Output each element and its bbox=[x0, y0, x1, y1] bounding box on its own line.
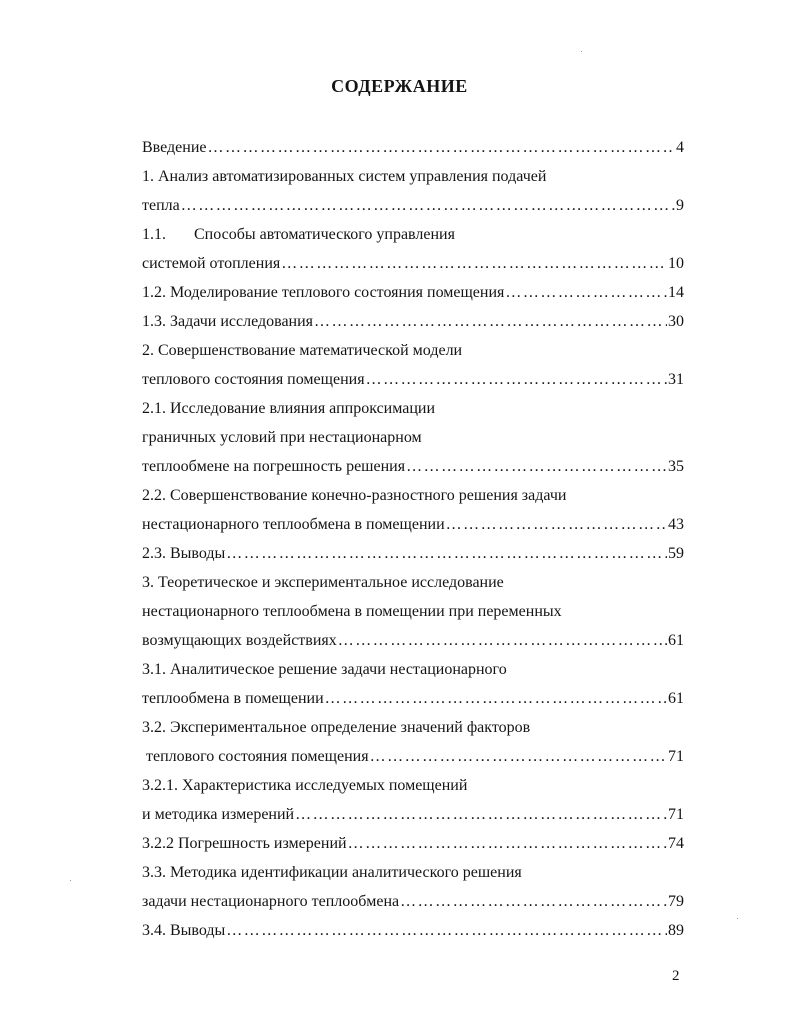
toc-entry-page: 89 bbox=[668, 922, 684, 939]
toc-entry-text: теплообмене на погрешность решения bbox=[142, 458, 406, 475]
toc-leader bbox=[406, 457, 667, 477]
toc-entry-text: 3.1. Аналитическое решение задачи нестационарного bbox=[142, 661, 507, 678]
toc-entry bbox=[142, 892, 684, 912]
toc-leader bbox=[370, 747, 667, 767]
toc-leader bbox=[281, 254, 667, 274]
toc-entry-page: 43 bbox=[668, 516, 684, 533]
toc-entry-text: 2.1. Исследование влияния аппроксимации bbox=[142, 400, 436, 417]
toc-entry-text: теплообмена в помещении bbox=[142, 690, 324, 707]
toc-entry-text: 2. Совершенствование математической модели bbox=[142, 342, 463, 359]
toc-entry-text: 2.3. Выводы bbox=[142, 545, 226, 562]
toc-entry-text: задачи нестационарного теплообмена bbox=[142, 893, 400, 910]
toc-entry-text: 3.2. Экспериментальное определение значений факторов bbox=[142, 719, 531, 736]
toc-entry-text: граничных условий при нестационарном bbox=[142, 429, 422, 446]
toc-leader bbox=[338, 631, 667, 651]
toc-leader bbox=[314, 312, 667, 332]
toc-leader bbox=[325, 689, 667, 709]
toc-entry bbox=[142, 689, 684, 709]
toc-entry bbox=[142, 457, 684, 477]
toc-entry bbox=[142, 283, 684, 303]
toc-entry-page: 61 bbox=[668, 690, 684, 707]
toc-entry bbox=[142, 921, 684, 941]
toc-entry bbox=[142, 631, 684, 651]
toc-leader bbox=[295, 805, 667, 825]
toc-leader bbox=[226, 544, 667, 564]
toc-entry-page: 4 bbox=[676, 139, 684, 156]
toc-entry bbox=[142, 834, 684, 854]
toc-entry-text: 1.1. Способы автоматического управления bbox=[142, 226, 455, 243]
toc-entry-page: 31 bbox=[668, 371, 684, 388]
toc-entry-text: 3.2.2 Погрешность измерений bbox=[142, 835, 347, 852]
toc-leader bbox=[348, 834, 667, 854]
toc-entry-text: и методика измерений bbox=[142, 806, 295, 823]
toc-leader bbox=[366, 370, 667, 390]
toc-entry-text: теплового состояния помещения bbox=[142, 371, 365, 388]
toc-entry bbox=[142, 196, 684, 216]
toc-entry-page: 71 bbox=[668, 748, 684, 765]
toc-entry-text: 1. Анализ автоматизированных систем управления подачей bbox=[142, 168, 547, 185]
toc-entry-text: 3.4. Выводы bbox=[142, 922, 226, 939]
toc-entry-text: тепла bbox=[142, 197, 180, 214]
toc-entry-page: 30 bbox=[668, 313, 684, 330]
toc-entry-page: 61 bbox=[668, 632, 684, 649]
scan-speck bbox=[70, 880, 71, 881]
toc-entry-text: 3.2.1. Характеристика исследуемых помещений bbox=[142, 777, 468, 794]
toc-entry-text: 3. Теоретическое и экспериментальное исследование bbox=[142, 574, 504, 591]
scan-speck bbox=[737, 918, 738, 919]
toc-entry-page: 79 bbox=[668, 893, 684, 910]
toc-entry-text: нестационарного теплообмена в помещении bbox=[142, 516, 445, 533]
toc-entry-page: 9 bbox=[676, 197, 684, 214]
toc-entry-text: системой отопления bbox=[142, 255, 281, 272]
toc-entry bbox=[142, 370, 684, 390]
toc-entry-page: 74 bbox=[668, 835, 684, 852]
page-title: СОДЕРЖАНИЕ bbox=[331, 76, 468, 96]
page-number: 2 bbox=[672, 968, 680, 984]
toc-leader bbox=[400, 892, 667, 912]
toc-entry bbox=[142, 805, 684, 825]
toc-entry-text: нестационарного теплообмена в помещении при переменных bbox=[142, 603, 562, 620]
toc-entry-text: возмущающих воздействиях bbox=[142, 632, 337, 649]
toc-entry-page: 59 bbox=[668, 545, 684, 562]
toc-entry-page: 35 bbox=[668, 458, 684, 475]
toc-entry-page: 14 bbox=[668, 284, 684, 301]
toc-entry-text: теплового состояния помещения bbox=[142, 748, 369, 765]
toc-entry bbox=[142, 312, 684, 332]
toc-entry-text: 1.2. Моделирование теплового состояния помещения bbox=[142, 284, 505, 301]
scan-speck bbox=[581, 51, 582, 52]
toc-leader bbox=[446, 515, 667, 535]
toc-leader bbox=[505, 283, 667, 303]
toc-entry-text: 1.3. Задачи исследования bbox=[142, 313, 314, 330]
toc-entry bbox=[142, 544, 684, 564]
toc-entry-page: 10 bbox=[668, 255, 684, 272]
toc-leader bbox=[181, 196, 675, 216]
toc-entry bbox=[142, 254, 684, 274]
toc-entry bbox=[142, 747, 684, 767]
toc-entry bbox=[142, 138, 684, 158]
toc-entry-page: 71 bbox=[668, 806, 684, 823]
toc-entry-text: Введение bbox=[142, 139, 207, 156]
toc-entry-text: 3.3. Методика идентификации аналитического решения bbox=[142, 864, 522, 881]
toc-entry bbox=[142, 515, 684, 535]
toc-entry-text: 2.2. Совершенствование конечно-разностного решения задачи bbox=[142, 487, 567, 504]
toc-leader bbox=[226, 921, 667, 941]
toc-leader bbox=[208, 138, 676, 158]
